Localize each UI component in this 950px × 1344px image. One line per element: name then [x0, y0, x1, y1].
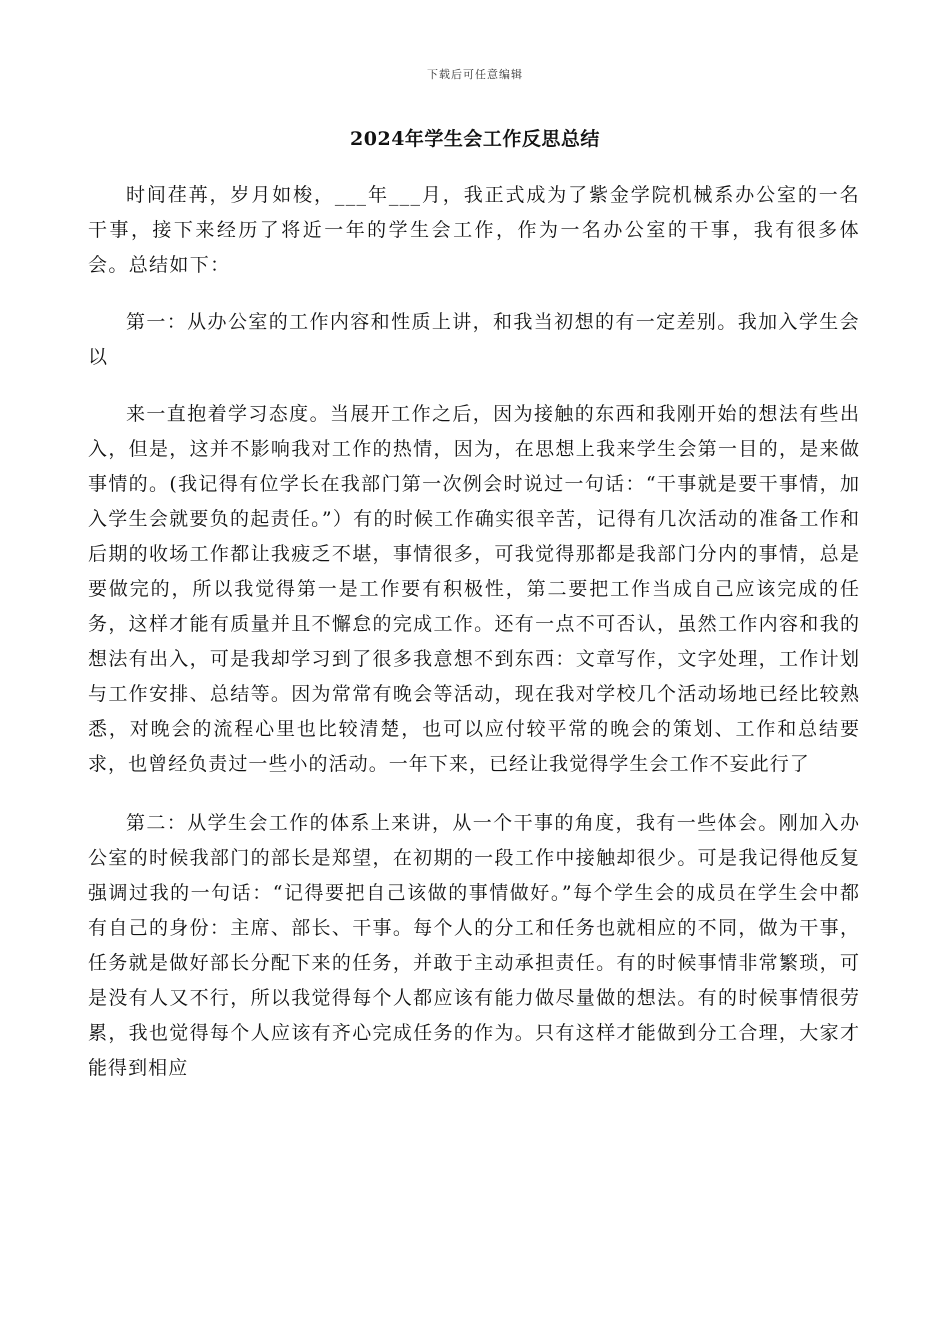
paragraph-first-point: 第一：从办公室的工作内容和性质上讲，和我当初想的有一定差别。我加入学生会以 — [88, 311, 860, 368]
paragraph-second-point: 第二：从学生会工作的体系上来讲，从一个干事的角度，我有一些体会。刚加入办公室的时候我部门的部长是郑望，在初期的一段工作中接触却很少。可是我记得他反复强调过我的一句话：“记得要把自己该做的事情做好。”每个学生会的成员在学生会中都有自己的身份：主席、部长、干事。每个人的分工和任务也就相应的不同，做为干事，任务就是做好部长分配下来的任务，并敢于主动承担责任。有的时候事情非常繁琐，可是没有人又不行，所以我觉得每个人都应该有能力做尽量做的想法。有的时候事情很劳累，我也觉得每个人应该有齐心完成任务的作为。只有这样才能做到分工合理，大家才能得到相应 — [88, 812, 860, 1079]
header-note: 下载后可任意编辑 — [427, 68, 523, 81]
paragraph-intro: 时间荏苒，岁月如梭，___年___月，我正式成为了紫金学院机械系办公室的一名干事，接下来经历了将近一年的学生会工作，作为一名办公室的干事，我有很多体会。总结如下： — [88, 184, 860, 276]
document-body — [88, 178, 860, 1108]
paragraph-first-point-continued: 来一直抱着学习态度。当展开工作之后，因为接触的东西和我刚开始的想法有些出入，但是，这并不影响我对工作的热情，因为，在思想上我来学生会第一目的，是来做事情的。(我记得有位学长在我部门第一次例会时说过一句话：“干事就是要干事情，加入学生会就要负的起责任。”）有的时候工作确实很辛苦，记得有几次活动的准备工作和后期的收场工作都让我疲乏不堪，事情很多，可我觉得那都是我部门分内的事情，总是要做完的，所以我觉得第一是工作要有积极性，第二要把工作当成自己应该完成的任务，这样才能有质量并且不懈怠的完成工作。还有一点不可否认，虽然工作内容和我的想法有出入，可是我却学习到了很多我意想不到东西：文章写作，文字处理，工作计划与工作安排、总结等。因为常常有晚会等活动，现在我对学校几个活动场地已经比较熟悉，对晚会的流程心里也比较清楚，也可以应付较平常的晚会的策划、工作和总结要求，也曾经负责过一些小的活动。一年下来，已经让我觉得学生会工作不妄此行了 — [88, 403, 860, 775]
document-title: 2024年学生会工作反思总结 — [350, 128, 600, 150]
